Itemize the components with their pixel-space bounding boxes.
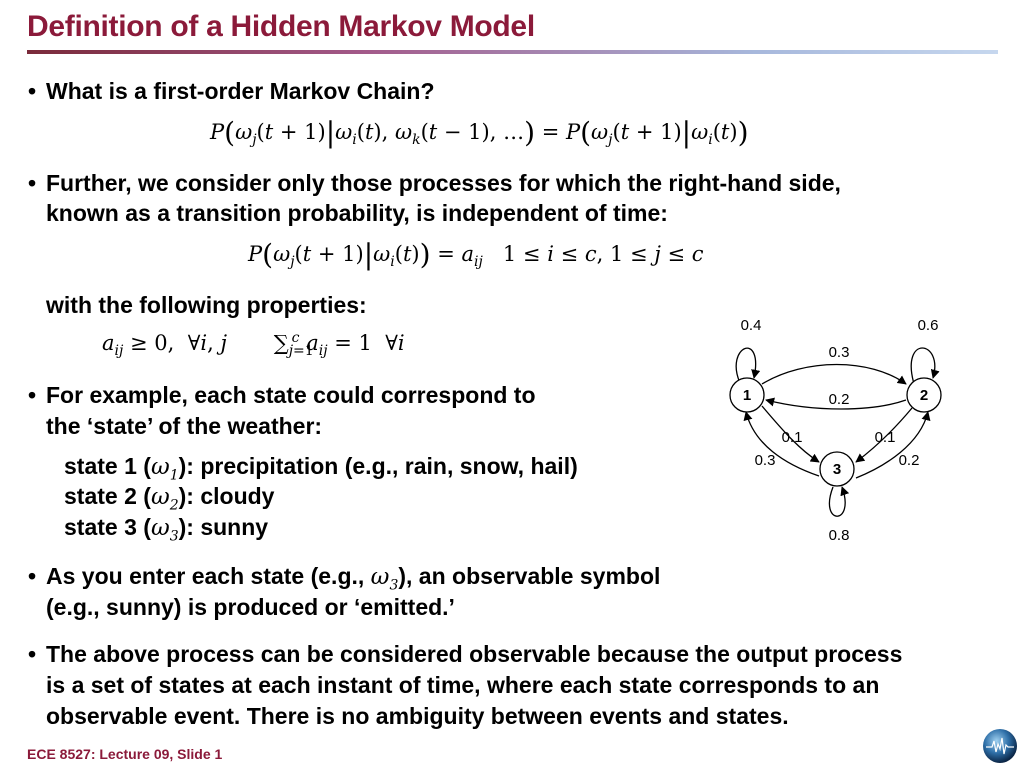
edge-3-to-1-label: 0.3 bbox=[754, 452, 776, 469]
self-loop-1-label: 0.4 bbox=[740, 317, 762, 334]
bullet-text-continued: the ‘state’ of the weather: bbox=[46, 413, 323, 439]
equation-properties: $a_{ij} \ge 0$, ∀i, j $\sum_{j=1}^c$ $a_{ij} = 1$ ∀i bbox=[102, 330, 405, 360]
bullet-text-continued: (e.g., sunny) is produced or ‘emitted.’ bbox=[46, 594, 455, 620]
state-node-1-label: 1 bbox=[742, 387, 752, 404]
bullet-text: What is a first-order Markov Chain? bbox=[46, 78, 435, 104]
globe-logo-icon bbox=[982, 728, 1018, 764]
edge-3-to-2-label: 0.2 bbox=[898, 452, 920, 469]
state-3-line: state 3 $(\omega_3)$: sunny bbox=[64, 514, 269, 545]
bullet-text-continued: is a set of states at each instant of time, where each state corresponds to an bbox=[46, 672, 880, 698]
edge-1-to-2-label: 0.3 bbox=[828, 344, 850, 361]
bullet-dot: • bbox=[28, 78, 37, 104]
state-1-line: state 1 $(\omega_1)$: precipitation (e.g., rain, snow, hail) bbox=[64, 453, 578, 484]
state-2-line: state 2 $(\omega_2)$: cloudy bbox=[64, 483, 275, 514]
equation-markov-property: $P(\omega_j(t + 1)|\omega_i(t)$, $\omega_k(t - 1)$, …) = $P(\omega_j(t + 1)|\omega_i(t))$ bbox=[210, 116, 749, 149]
bullet-text: Further, we consider only those processes for which the right-hand side, bbox=[46, 170, 841, 196]
bullet-text: The above process can be considered observable because the output process bbox=[46, 641, 903, 667]
self-loop-3 bbox=[829, 487, 845, 516]
edge-2-to-1-label: 0.2 bbox=[828, 391, 850, 408]
edge-2-to-3-label: 0.1 bbox=[874, 429, 896, 446]
properties-label: with the following properties: bbox=[46, 292, 367, 318]
bullet-dot: • bbox=[28, 641, 37, 667]
bullet-dot: • bbox=[28, 170, 37, 196]
bullet-dot: • bbox=[28, 382, 37, 408]
edge-1-to-2 bbox=[762, 365, 906, 385]
bullet-text-continued: known as a transition probability, is independent of time: bbox=[46, 200, 668, 226]
bullet-text: For example, each state could correspond to bbox=[46, 382, 536, 408]
self-loop-2-label: 0.6 bbox=[917, 317, 939, 334]
state-node-3-label: 3 bbox=[832, 461, 842, 478]
bullet-text: As you enter each state (e.g., $\omega_3$), an observable symbol bbox=[46, 563, 661, 594]
edge-1-to-3-label: 0.1 bbox=[781, 429, 803, 446]
slide-title: Definition of a Hidden Markov Model bbox=[27, 10, 535, 43]
self-loop-3-label: 0.8 bbox=[828, 527, 850, 544]
slide-footer: ECE 8527: Lecture 09, Slide 1 bbox=[27, 746, 223, 762]
bullet-dot: • bbox=[28, 563, 37, 589]
equation-transition: $P(\omega_j(t + 1)|\omega_i(t)) = a_{ij}$ 1 ≤ i ≤ c, 1 ≤ j ≤ c bbox=[248, 238, 704, 271]
state-node-2-label: 2 bbox=[919, 387, 929, 404]
bullet-text-continued: observable event. There is no ambiguity between events and states. bbox=[46, 703, 789, 729]
